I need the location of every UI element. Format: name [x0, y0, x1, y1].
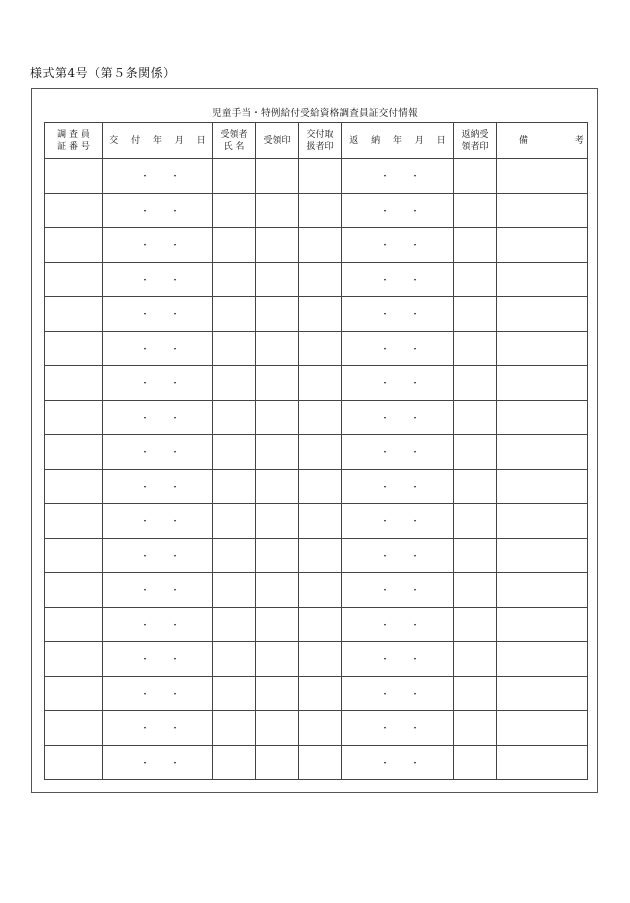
date-separator: ・	[140, 551, 150, 562]
cell-handler-seal[interactable]	[299, 435, 342, 470]
date-separators	[140, 482, 180, 493]
date-separators	[140, 310, 180, 321]
date-separator: ・	[410, 758, 420, 769]
cell-issue-date[interactable]	[103, 435, 213, 470]
date-separator: ・	[380, 241, 390, 252]
cell-issue-date[interactable]	[103, 642, 213, 677]
cell-recipient-name[interactable]	[213, 366, 256, 401]
date-separator: ・	[410, 586, 420, 597]
date-separator: ・	[140, 344, 150, 355]
cell-handler-seal[interactable]	[299, 193, 342, 228]
cell-return-date[interactable]	[342, 504, 454, 539]
cell-id-number[interactable]	[45, 607, 103, 642]
cell-recipient-seal[interactable]	[256, 676, 299, 711]
cell-recipient-seal[interactable]	[256, 711, 299, 746]
cell-return-seal[interactable]	[454, 607, 497, 642]
cell-handler-seal[interactable]	[299, 642, 342, 677]
date-separator: ・	[380, 344, 390, 355]
table-row	[45, 262, 588, 297]
date-separators	[380, 241, 420, 252]
cell-handler-seal[interactable]	[299, 573, 342, 608]
date-separators	[380, 517, 420, 528]
cell-return-seal[interactable]	[454, 573, 497, 608]
cell-id-number[interactable]	[45, 331, 103, 366]
date-separator: ・	[380, 172, 390, 183]
date-separator: ・	[140, 758, 150, 769]
date-separators	[140, 344, 180, 355]
date-separator: ・	[170, 448, 180, 459]
date-separator: ・	[140, 586, 150, 597]
date-separator: ・	[380, 448, 390, 459]
date-separator: ・	[140, 655, 150, 666]
date-separator: ・	[140, 689, 150, 700]
date-separators	[380, 655, 420, 666]
cell-handler-seal[interactable]	[299, 366, 342, 401]
cell-recipient-name[interactable]	[213, 331, 256, 366]
cell-return-seal[interactable]	[454, 262, 497, 297]
cell-handler-seal[interactable]	[299, 538, 342, 573]
date-separators	[380, 758, 420, 769]
cell-return-date[interactable]	[342, 538, 454, 573]
date-separator: ・	[140, 241, 150, 252]
cell-remarks[interactable]	[497, 745, 588, 780]
cell-return-date[interactable]	[342, 676, 454, 711]
cell-id-number[interactable]	[45, 538, 103, 573]
date-separators	[140, 241, 180, 252]
cell-issue-date[interactable]	[103, 745, 213, 780]
cell-handler-seal[interactable]	[299, 711, 342, 746]
date-separator: ・	[410, 482, 420, 493]
date-separator: ・	[170, 379, 180, 390]
cell-recipient-name[interactable]	[213, 435, 256, 470]
table-row	[45, 193, 588, 228]
date-separator: ・	[140, 413, 150, 424]
cell-return-seal[interactable]	[454, 711, 497, 746]
date-separator: ・	[140, 620, 150, 631]
date-separators	[380, 482, 420, 493]
cell-return-seal[interactable]	[454, 435, 497, 470]
date-separator: ・	[170, 758, 180, 769]
date-separators	[140, 551, 180, 562]
cell-id-number[interactable]	[45, 642, 103, 677]
date-separator: ・	[170, 344, 180, 355]
cell-issue-date[interactable]	[103, 676, 213, 711]
date-separator: ・	[170, 241, 180, 252]
table-row	[45, 642, 588, 677]
table-row	[45, 435, 588, 470]
cell-handler-seal[interactable]	[299, 745, 342, 780]
table-row	[45, 538, 588, 573]
cell-issue-date[interactable]	[103, 504, 213, 539]
table-row	[45, 573, 588, 608]
date-separators	[140, 517, 180, 528]
cell-recipient-seal[interactable]	[256, 504, 299, 539]
cell-recipient-seal[interactable]	[256, 642, 299, 677]
date-separator: ・	[380, 275, 390, 286]
cell-id-number[interactable]	[45, 159, 103, 194]
date-separators	[380, 172, 420, 183]
cell-handler-seal[interactable]	[299, 400, 342, 435]
cell-recipient-name[interactable]	[213, 676, 256, 711]
date-separator: ・	[380, 758, 390, 769]
cell-issue-date[interactable]	[103, 711, 213, 746]
cell-issue-date[interactable]	[103, 331, 213, 366]
cell-handler-seal[interactable]	[299, 159, 342, 194]
date-separators	[140, 275, 180, 286]
date-separators	[140, 379, 180, 390]
cell-recipient-seal[interactable]	[256, 435, 299, 470]
date-separator: ・	[410, 620, 420, 631]
cell-handler-seal[interactable]	[299, 297, 342, 332]
date-separator: ・	[380, 379, 390, 390]
header-issue-date: 交 付 年 月 日	[103, 123, 213, 159]
table-row	[45, 504, 588, 539]
date-separators	[380, 310, 420, 321]
date-separator: ・	[170, 655, 180, 666]
cell-remarks[interactable]	[497, 573, 588, 608]
table-title: 児童手当・特例給付受給資格調査員証交付情報	[212, 108, 418, 119]
date-separator: ・	[170, 275, 180, 286]
header-row	[45, 123, 588, 159]
cell-return-date[interactable]	[342, 400, 454, 435]
cell-handler-seal[interactable]	[299, 607, 342, 642]
date-separator: ・	[410, 655, 420, 666]
date-separator: ・	[410, 551, 420, 562]
cell-return-seal[interactable]	[454, 745, 497, 780]
cell-remarks[interactable]	[497, 159, 588, 194]
date-separators	[140, 206, 180, 217]
date-separators	[140, 413, 180, 424]
cell-remarks[interactable]	[497, 193, 588, 228]
date-separator: ・	[140, 206, 150, 217]
date-separators	[380, 620, 420, 631]
cell-recipient-name[interactable]	[213, 745, 256, 780]
date-separator: ・	[410, 379, 420, 390]
cell-remarks[interactable]	[497, 435, 588, 470]
cell-id-number[interactable]	[45, 435, 103, 470]
date-separator: ・	[140, 448, 150, 459]
cell-return-date[interactable]	[342, 228, 454, 263]
date-separator: ・	[140, 310, 150, 321]
cell-issue-date[interactable]	[103, 469, 213, 504]
form-number-label: 様式第4号（第５条関係）	[30, 66, 176, 80]
table-row	[45, 400, 588, 435]
cell-return-date[interactable]	[342, 607, 454, 642]
date-separators	[380, 206, 420, 217]
cell-issue-date[interactable]	[103, 193, 213, 228]
table-row	[45, 366, 588, 401]
cell-id-number[interactable]	[45, 228, 103, 263]
date-separator: ・	[140, 172, 150, 183]
cell-return-date[interactable]	[342, 366, 454, 401]
date-separator: ・	[410, 689, 420, 700]
date-separator: ・	[380, 413, 390, 424]
cell-id-number[interactable]	[45, 745, 103, 780]
cell-recipient-seal[interactable]	[256, 297, 299, 332]
cell-issue-date[interactable]	[103, 573, 213, 608]
date-separator: ・	[410, 241, 420, 252]
cell-recipient-name[interactable]	[213, 400, 256, 435]
date-separator: ・	[380, 724, 390, 735]
cell-return-seal[interactable]	[454, 297, 497, 332]
cell-id-number[interactable]	[45, 711, 103, 746]
cell-recipient-name[interactable]	[213, 538, 256, 573]
cell-handler-seal[interactable]	[299, 262, 342, 297]
cell-id-number[interactable]	[45, 400, 103, 435]
cell-return-seal[interactable]	[454, 228, 497, 263]
date-separator: ・	[170, 620, 180, 631]
cell-remarks[interactable]	[497, 331, 588, 366]
cell-issue-date[interactable]	[103, 159, 213, 194]
date-separator: ・	[170, 172, 180, 183]
date-separator: ・	[380, 689, 390, 700]
cell-return-date[interactable]	[342, 331, 454, 366]
cell-return-seal[interactable]	[454, 366, 497, 401]
cell-remarks[interactable]	[497, 297, 588, 332]
date-separators	[380, 551, 420, 562]
table-row	[45, 676, 588, 711]
table-row	[45, 297, 588, 332]
date-separators	[380, 689, 420, 700]
cell-return-date[interactable]	[342, 297, 454, 332]
header-id-number: 調 査 員 証 番 号	[45, 123, 103, 159]
date-separator: ・	[410, 310, 420, 321]
date-separator: ・	[380, 310, 390, 321]
header-return-date: 返 納 年 月 日	[342, 123, 454, 159]
cell-recipient-seal[interactable]	[256, 400, 299, 435]
cell-id-number[interactable]	[45, 573, 103, 608]
date-separators	[140, 655, 180, 666]
header-return-seal: 返納受 領者印	[454, 123, 497, 159]
cell-handler-seal[interactable]	[299, 331, 342, 366]
cell-return-date[interactable]	[342, 159, 454, 194]
date-separators	[140, 724, 180, 735]
date-separator: ・	[410, 344, 420, 355]
cell-return-seal[interactable]	[454, 642, 497, 677]
cell-handler-seal[interactable]	[299, 228, 342, 263]
cell-recipient-seal[interactable]	[256, 538, 299, 573]
cell-recipient-seal[interactable]	[256, 228, 299, 263]
date-separator: ・	[410, 206, 420, 217]
cell-recipient-name[interactable]	[213, 159, 256, 194]
date-separator: ・	[140, 482, 150, 493]
date-separator: ・	[170, 689, 180, 700]
cell-recipient-seal[interactable]	[256, 331, 299, 366]
date-separators	[380, 724, 420, 735]
cell-return-seal[interactable]	[454, 400, 497, 435]
date-separators	[140, 689, 180, 700]
cell-issue-date[interactable]	[103, 400, 213, 435]
cell-return-date[interactable]	[342, 642, 454, 677]
cell-return-seal[interactable]	[454, 676, 497, 711]
cell-return-date[interactable]	[342, 745, 454, 780]
cell-id-number[interactable]	[45, 297, 103, 332]
date-separators	[140, 620, 180, 631]
date-separator: ・	[170, 517, 180, 528]
cell-id-number[interactable]	[45, 366, 103, 401]
table-row	[45, 159, 588, 194]
cell-remarks[interactable]	[497, 538, 588, 573]
cell-recipient-seal[interactable]	[256, 607, 299, 642]
cell-id-number[interactable]	[45, 262, 103, 297]
ledger-body	[45, 159, 588, 780]
cell-handler-seal[interactable]	[299, 504, 342, 539]
date-separators	[380, 413, 420, 424]
cell-recipient-name[interactable]	[213, 228, 256, 263]
cell-recipient-name[interactable]	[213, 297, 256, 332]
date-separator: ・	[170, 310, 180, 321]
date-separator: ・	[140, 275, 150, 286]
date-separators	[380, 379, 420, 390]
cell-recipient-seal[interactable]	[256, 262, 299, 297]
date-separator: ・	[170, 482, 180, 493]
date-separator: ・	[170, 206, 180, 217]
cell-remarks[interactable]	[497, 400, 588, 435]
date-separator: ・	[380, 517, 390, 528]
date-separator: ・	[380, 586, 390, 597]
cell-recipient-name[interactable]	[213, 607, 256, 642]
header-recipient-seal: 受領印	[256, 123, 299, 159]
header-handler-seal: 交付取 扱者印	[299, 123, 342, 159]
date-separator: ・	[380, 620, 390, 631]
cell-return-date[interactable]	[342, 193, 454, 228]
cell-recipient-seal[interactable]	[256, 469, 299, 504]
date-separator: ・	[380, 655, 390, 666]
cell-remarks[interactable]	[497, 607, 588, 642]
table-row	[45, 469, 588, 504]
cell-recipient-seal[interactable]	[256, 573, 299, 608]
cell-remarks[interactable]	[497, 262, 588, 297]
cell-id-number[interactable]	[45, 469, 103, 504]
cell-id-number[interactable]	[45, 676, 103, 711]
date-separator: ・	[170, 551, 180, 562]
cell-remarks[interactable]	[497, 469, 588, 504]
cell-return-date[interactable]	[342, 469, 454, 504]
date-separator: ・	[410, 724, 420, 735]
cell-recipient-name[interactable]	[213, 262, 256, 297]
cell-return-seal[interactable]	[454, 469, 497, 504]
cell-remarks[interactable]	[497, 711, 588, 746]
header-remarks: 備 考	[497, 123, 588, 159]
cell-recipient-name[interactable]	[213, 711, 256, 746]
date-separators	[380, 586, 420, 597]
date-separator: ・	[140, 517, 150, 528]
cell-issue-date[interactable]	[103, 607, 213, 642]
cell-return-seal[interactable]	[454, 159, 497, 194]
cell-handler-seal[interactable]	[299, 676, 342, 711]
cell-recipient-seal[interactable]	[256, 193, 299, 228]
date-separator: ・	[140, 379, 150, 390]
cell-recipient-name[interactable]	[213, 573, 256, 608]
date-separator: ・	[410, 172, 420, 183]
date-separator: ・	[380, 206, 390, 217]
cell-return-date[interactable]	[342, 262, 454, 297]
cell-issue-date[interactable]	[103, 228, 213, 263]
cell-id-number[interactable]	[45, 193, 103, 228]
issuance-ledger-table	[44, 122, 606, 780]
date-separators	[380, 448, 420, 459]
cell-recipient-seal[interactable]	[256, 745, 299, 780]
table-row	[45, 331, 588, 366]
cell-recipient-seal[interactable]	[256, 159, 299, 194]
date-separators	[380, 275, 420, 286]
date-separator: ・	[170, 724, 180, 735]
cell-return-seal[interactable]	[454, 504, 497, 539]
cell-recipient-name[interactable]	[213, 193, 256, 228]
date-separator: ・	[410, 275, 420, 286]
cell-recipient-name[interactable]	[213, 642, 256, 677]
header-recipient-name: 受領者 氏 名	[213, 123, 256, 159]
table-row	[45, 745, 588, 780]
date-separator: ・	[380, 551, 390, 562]
table-row	[45, 607, 588, 642]
date-separators	[380, 344, 420, 355]
date-separator: ・	[170, 586, 180, 597]
date-separator: ・	[410, 448, 420, 459]
table-row	[45, 228, 588, 263]
cell-return-date[interactable]	[342, 711, 454, 746]
cell-return-date[interactable]	[342, 435, 454, 470]
cell-handler-seal[interactable]	[299, 469, 342, 504]
date-separator: ・	[410, 517, 420, 528]
cell-issue-date[interactable]	[103, 538, 213, 573]
cell-remarks[interactable]	[497, 504, 588, 539]
date-separator: ・	[140, 724, 150, 735]
cell-remarks[interactable]	[497, 228, 588, 263]
cell-remarks[interactable]	[497, 676, 588, 711]
cell-recipient-name[interactable]	[213, 469, 256, 504]
cell-recipient-seal[interactable]	[256, 366, 299, 401]
date-separator: ・	[410, 413, 420, 424]
cell-id-number[interactable]	[45, 504, 103, 539]
date-separators	[140, 448, 180, 459]
date-separators	[140, 586, 180, 597]
date-separators	[140, 758, 180, 769]
cell-remarks[interactable]	[497, 642, 588, 677]
date-separators	[140, 172, 180, 183]
cell-return-date[interactable]	[342, 573, 454, 608]
cell-remarks[interactable]	[497, 366, 588, 401]
date-separator: ・	[170, 413, 180, 424]
cell-issue-date[interactable]	[103, 297, 213, 332]
cell-recipient-name[interactable]	[213, 504, 256, 539]
cell-return-seal[interactable]	[454, 538, 497, 573]
cell-issue-date[interactable]	[103, 366, 213, 401]
cell-issue-date[interactable]	[103, 262, 213, 297]
date-separator: ・	[380, 482, 390, 493]
cell-return-seal[interactable]	[454, 331, 497, 366]
cell-return-seal[interactable]	[454, 193, 497, 228]
table-row	[45, 711, 588, 746]
